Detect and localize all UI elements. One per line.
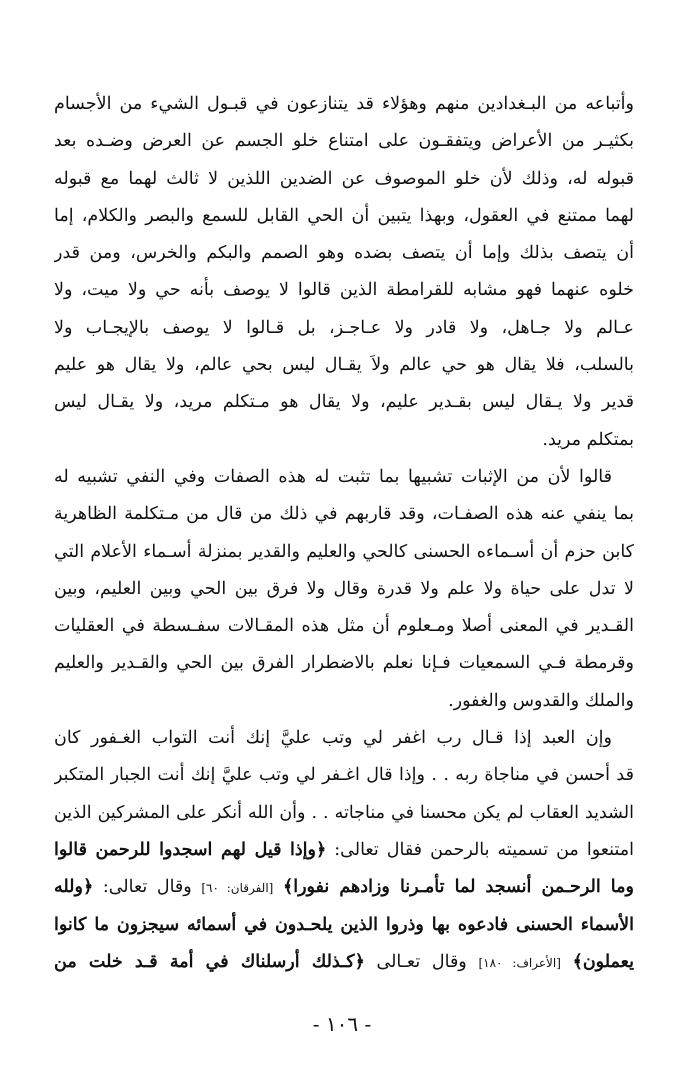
text-fragment: وقال تعـالى	[376, 951, 467, 972]
text-line: بكثيـر من الأعراض ويتفقـون على امتناع خلو الجسم عن العرض وضـده بعد	[54, 131, 634, 152]
quran-reference: [الفرقان: ٦٠]	[201, 881, 274, 896]
text-line: بالسلب، فلا يقال هو حي عالم ولاَ يقـال ليس بحي عالم، ولا يقال هو عليم	[54, 355, 634, 376]
quran-reference: [الأعراف: ١٨٠]	[478, 955, 561, 970]
text-line: كابن حزم أن أسـماءه الحسنى كالحي والعليم والقدير بمنزلة أسـماء الأعلام التي	[54, 541, 634, 562]
quran-quote: ﴿كـذلك أرسلناك في أمة قـد خلت من	[54, 951, 365, 972]
text-line: خلوه عنهما فهو مشابه للقرامطة الذين قالوا لا يوصف بأنه حي ولا ميت، ولا	[54, 280, 634, 301]
paragraph-3	[54, 720, 634, 981]
body-text	[54, 86, 634, 981]
page-number: - ١٠٦ -	[312, 1012, 372, 1036]
text-line: لا تدل على حياة ولا علم ولا قدرة وقال ولا فرق بين الحي وبين العليم، وبين	[54, 578, 634, 599]
text-line: وإن العبد إذا قـال رب اغفر لي وتب عليَّ إنك أنت التواب الغـفور كان	[54, 728, 612, 749]
text-line: عـالم ولا جـاهل، ولا قادر ولا عـاجـز، بل قـالوا لا يوصف بالإيجـاب ولا	[54, 317, 634, 338]
text-line: لهما ممتنع في العقول، وبهذا يتبين أن الحي القابل للسمع والبصر والكلام، إما	[54, 205, 634, 226]
text-fragment: وقال تعالى:	[102, 877, 192, 898]
text-line: وقرمطة فـي السمعيات فـإنا نعلم بالاضطرار الفرق بين الحي والقـدير والعليم	[54, 653, 634, 674]
quran-quote: ﴿وإذا قيل لهم اسجدوا للرحمن قالوا	[54, 839, 327, 860]
text-line	[54, 832, 634, 869]
text-line: قبوله له، وذلك لأن خلو الموصوف عن الضدين اللذين لا ثالث لهما مع قبوله	[54, 168, 634, 189]
text-line	[54, 944, 634, 981]
text-line: بمتكلم مريد.	[542, 429, 634, 450]
text-line: أن يتصف بذلك وإما أن يتصف بضده وهو الصمم والبكم والخرس، ومن قدر	[54, 243, 634, 264]
text-line: والملك والقدوس والغفور.	[448, 690, 634, 711]
text-line: القـدير في المعنى أصلا ومـعلوم أن مثل هذه المقـالات سفـسطة في العقليات	[54, 616, 634, 637]
paragraph-1	[54, 86, 634, 459]
quran-quote: ﴿ولله	[54, 877, 94, 898]
text-fragment: امتنعوا من تسميته بالرحمن فقال تعالى:	[334, 839, 634, 860]
text-line: قالوا لأن من الإثبات تشبيها بما تثبت له هذه الصفات وفي النفي تشبيه له	[54, 466, 612, 487]
text-line: بما ينفي عنه هذه الصفـات، وقد قاربهم في ذلك من قال من مـتكلمة الظاهرية	[54, 504, 634, 525]
text-line: وأتباعه من البـغدادين منهم وهؤلاء قد يتنازعون في قبـول الشيء من الأجسام	[54, 94, 634, 114]
text-line: الشديد العقاب لم يكن محسنا في مناجاته . . وأن الله أنكر على المشركين الذين	[54, 802, 634, 823]
text-line	[54, 869, 634, 906]
text-line	[54, 907, 634, 944]
quran-quote: يعملون﴾	[572, 951, 634, 972]
text-line: قدير ولا يـقال ليس بقـدير عليم، ولا يقال هو مـتكلم مريد، ولا يقـال ليس	[54, 392, 634, 413]
text-line: قد أحسن في مناجاة ربه . . وإذا قال اغـفر لي وتب عليَّ إنك أنت الجبار المتكبر	[54, 765, 634, 786]
quran-quote: وما الرحـمن أنسجد لما تأمـرنا وزادهم نفورا﴾	[282, 877, 634, 898]
quran-quote: الأسماء الحسنى فادعوه بها وذروا الذين يلحـدون في أسمائه سيجزون ما كانوا	[54, 914, 634, 935]
paragraph-2	[54, 459, 634, 720]
